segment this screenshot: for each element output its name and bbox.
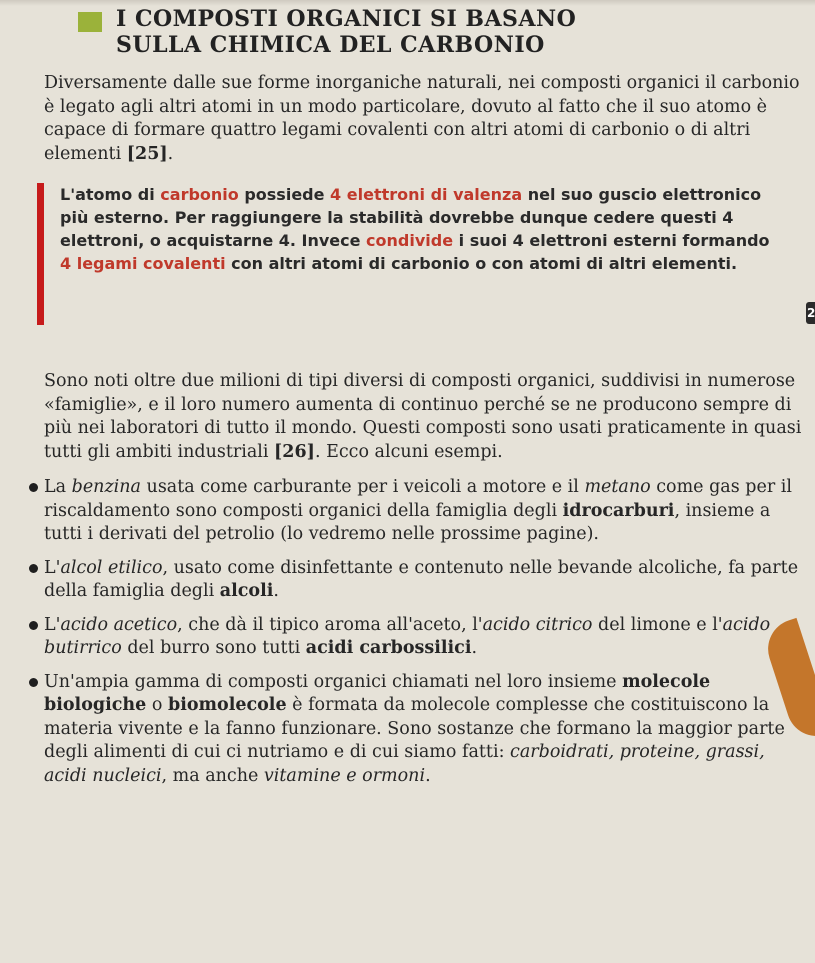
bullet-icon [29,621,38,630]
bullet-icon [29,483,38,492]
item-text: . [471,638,478,658]
hl-keyword: 4 elettroni di valenza [330,185,523,204]
item-italic: acido acetico [60,614,178,635]
item-italic: alcol etilico [60,557,163,578]
hl-keyword: condivide [366,231,454,250]
item-text: usata come carburante per i veicoli a motore e il [140,477,585,497]
item-italic: vitamine e ormoni [263,765,426,786]
highlight-bar [37,183,44,325]
heading-line-2: SULLA CHIMICA DEL CARBONIO [116,32,545,58]
item-text: L' [44,614,61,635]
item-bold: molecole biologiche [44,671,711,715]
p2-end: . Ecco alcuni esempi. [314,441,503,462]
examples-list [0,476,800,798]
item-italic: acido butirrico [44,614,771,658]
key-concept-box [60,183,770,275]
item-italic: benzina [71,477,141,497]
heading-line-1: I COMPOSTI ORGANICI SI BASANO [116,6,577,32]
item-text: del limone e l' [592,614,723,635]
second-paragraph [44,370,804,464]
margin-marker [806,302,815,324]
margin-marker-number: 2 [807,306,815,320]
item-bold: acidi carbossilici [305,638,472,658]
citation-ref: [26] [274,441,315,462]
intro-end: . [167,143,174,164]
intro-paragraph [44,72,804,166]
intro-text: Diversamente dalle sue forme inorganiche naturali, nei composti organici il carbonio è legato agli altri atomi in un modo particolare, dovuto al fatto che il suo atomo è capace di formare quattro legami covalenti con altri atomi di carbonio o di altri elementi [44,73,800,164]
item-text: . [425,765,431,786]
citation-ref: [25] [126,143,168,164]
item-italic: carboidrati, proteine, grassi, acidi nucleici [44,742,765,786]
hl-text: L'atomo di [60,185,161,204]
item-text: , che dà il tipico aroma all'aceto, l' [177,614,483,635]
section-heading [116,6,676,58]
list-item [0,557,800,604]
item-text: o [146,695,168,715]
hl-keyword: 4 legami covalenti [60,254,226,273]
hl-text: i suoi 4 elettroni esterni formando [453,231,770,250]
item-text: Un'ampia gamma di composti organici chiamati nel loro insieme [44,671,623,692]
item-bold: idrocarburi [562,500,675,521]
hl-text: nel suo guscio elettronico più esterno. Per raggiungere la stabilità dovrebbe dunque cedere questi 4 elettroni, o acquistarne 4. Invece [60,185,762,250]
bullet-icon [29,678,38,687]
p2-text: Sono noti oltre due milioni di tipi diversi di composti organici, suddivisi in numerose «famiglie», e il loro numero aumenta di continuo perché se ne producono sempre di più nei laboratori di tutto il mondo. Questi composti sono usati praticamente in quasi tutti gli ambiti industriali [44,371,802,462]
item-bold: alcoli [219,581,274,601]
hl-keyword: carbonio [160,185,239,204]
item-italic: metano [584,477,651,497]
item-bold: biomolecole [167,695,287,715]
hl-text: con altri atomi di carbonio o con atomi di altri elementi. [225,254,738,273]
hl-text: possiede [238,185,331,204]
item-text: L' [44,557,61,578]
item-italic: acido citrico [482,614,593,635]
section-square-icon [78,12,102,32]
item-text: è formata da molecole complesse che costituiscono la materia vivente e la fanno funzionare. Sono sostanze che formano la maggior parte degli alimenti di cui ci nutriamo e di cui siamo fatti: [44,695,785,762]
item-text: La [44,477,72,497]
bullet-icon [29,564,38,573]
item-text: come gas per il riscaldamento sono composti organici della famiglia degli [44,477,792,521]
list-item [0,476,800,547]
item-text: , insieme a tutti i derivati del petrolio (lo vedremo nelle prossime pagine). [44,500,771,544]
item-text: . [273,581,279,601]
list-item [0,671,800,789]
item-text: , usato come disinfettante e contenuto nelle bevande alcoliche, fa parte della famiglia degli [44,557,799,601]
list-item [0,614,800,661]
item-text: del burro sono tutti [121,638,306,658]
item-text: , ma anche [161,765,264,786]
